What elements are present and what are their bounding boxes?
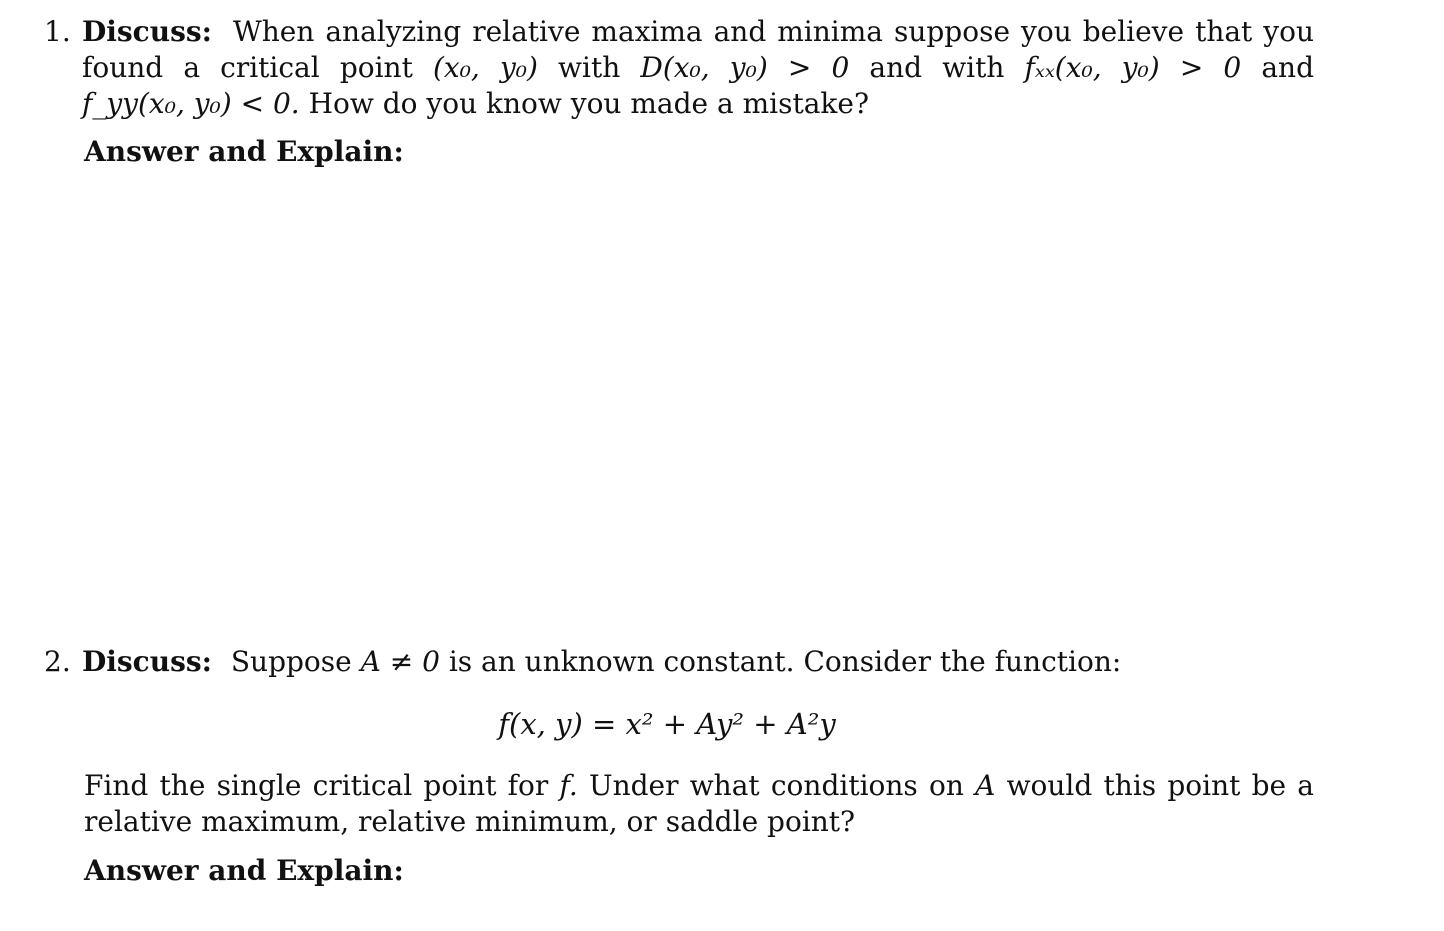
statement-text: When analyzing relative maxima and minima suppose you believe that you found a critical point bbox=[82, 15, 1314, 84]
followup-text: would this point be a relative maximum, relative minimum, or saddle point? bbox=[84, 769, 1314, 838]
statement-text: with bbox=[558, 51, 621, 84]
statement-text: and with bbox=[869, 51, 1005, 84]
followup-question bbox=[84, 768, 1314, 840]
math-fxx: fₓₓ(x₀, y₀) > 0 bbox=[1024, 51, 1242, 84]
problem-1 bbox=[44, 14, 1314, 170]
answer-label: Answer and Explain: bbox=[84, 854, 404, 887]
problem-statement bbox=[82, 14, 1314, 122]
followup-text: Under what conditions on bbox=[588, 769, 964, 802]
math-f: f. bbox=[559, 769, 578, 802]
discuss-label: Discuss: bbox=[82, 645, 212, 678]
statement-text: and bbox=[1261, 51, 1314, 84]
followup-text: Find the single critical point for bbox=[84, 769, 549, 802]
statement-text: Suppose bbox=[230, 645, 352, 678]
math-function: f(x, y) = x² + Ay² + A²y bbox=[498, 707, 836, 741]
statement-text: is an unknown constant. Consider the function: bbox=[448, 645, 1122, 678]
math-fyy: f_yy(x₀, y₀) < 0. bbox=[82, 87, 300, 120]
math-a: A bbox=[975, 769, 996, 802]
math-critical-point: (x₀, y₀) bbox=[432, 51, 538, 84]
problem-2 bbox=[44, 644, 1314, 889]
function-equation bbox=[44, 704, 1314, 744]
problem-number: 2. bbox=[44, 645, 71, 678]
discuss-label: Discuss: bbox=[82, 15, 212, 48]
statement-text: How do you know you made a mistake? bbox=[308, 87, 869, 120]
math-a-nonzero: A ≠ 0 bbox=[360, 645, 440, 678]
problem-number: 1. bbox=[44, 15, 71, 48]
math-discriminant: D(x₀, y₀) > 0 bbox=[640, 51, 850, 84]
problem-statement bbox=[82, 644, 1314, 680]
answer-label: Answer and Explain: bbox=[84, 135, 404, 168]
